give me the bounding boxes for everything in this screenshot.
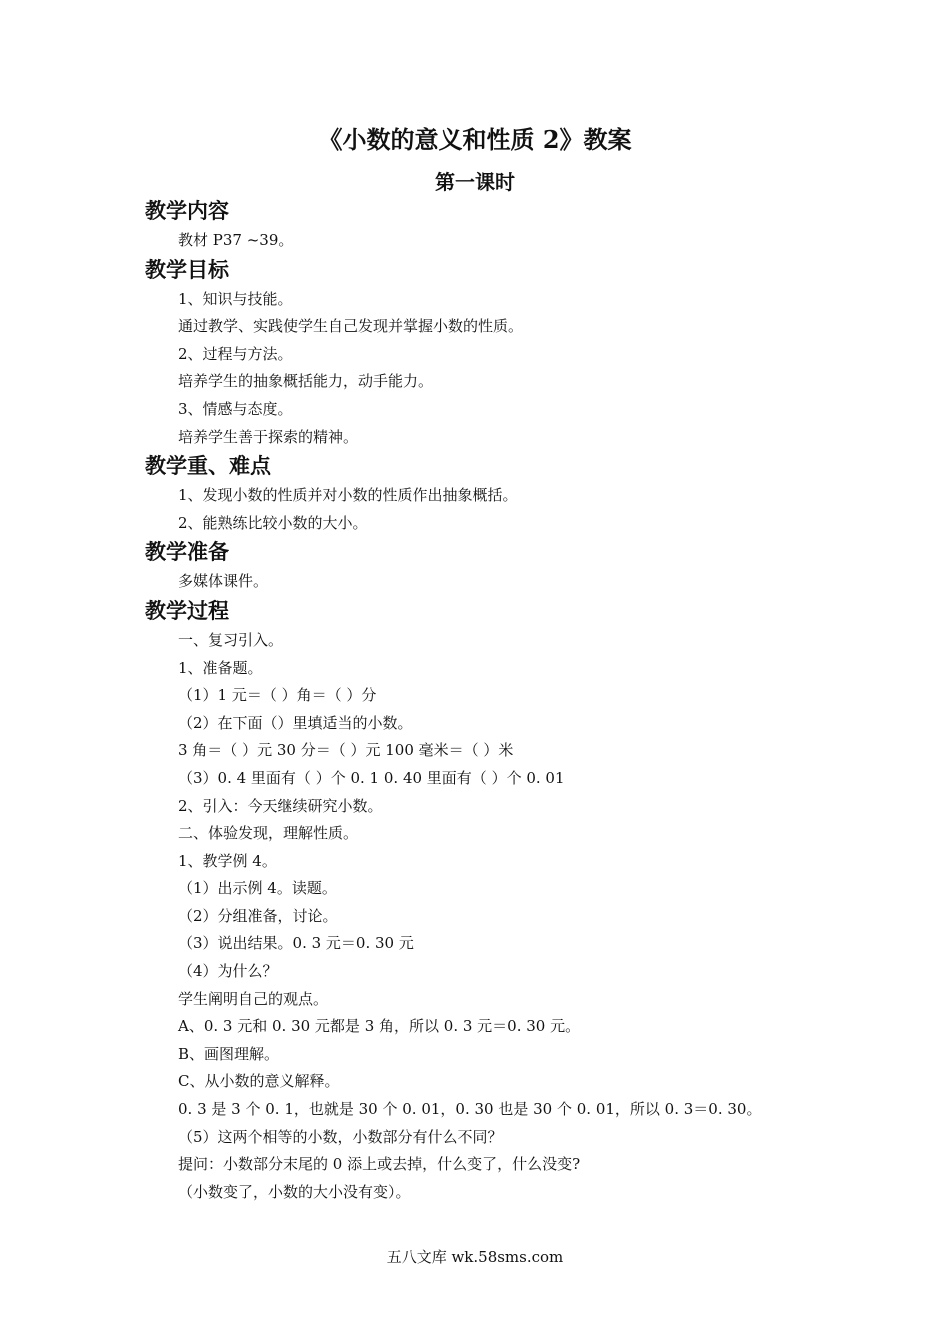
paragraph-line: （2）分组准备，讨论。 — [178, 906, 338, 925]
paragraph-line: 提问：小数部分末尾的 0 添上或去掉，什么变了，什么没变? — [178, 1155, 581, 1174]
paragraph-line: （小数变了，小数的大小没有变）。 — [178, 1182, 411, 1201]
paragraph-line: 2、引入：今天继续研究小数。 — [178, 796, 383, 815]
section-heading: 教学重、难点 — [145, 454, 271, 479]
paragraph-line: C、从小数的意义解释。 — [178, 1072, 340, 1091]
paragraph-line: 2、过程与方法。 — [178, 344, 293, 363]
page-footer: 五八文库 wk.58sms.com — [386, 1248, 564, 1266]
paragraph-line: 通过教学、实践使学生自己发现并掌握小数的性质。 — [178, 317, 524, 336]
paragraph-line: 0. 3 是 3 个 0. 1，也就是 30 个 0. 01，0. 30 也是 30 个 0. 01，所以 0. 3＝0. 30。 — [178, 1100, 762, 1119]
paragraph-line: 1、教学例 4。 — [178, 851, 277, 870]
paragraph-line: （3）说出结果。0. 3 元＝0. 30 元 — [178, 934, 414, 953]
paragraph-line: 教材 P37 ~39。 — [178, 231, 294, 249]
paragraph-line: （1）出示例 4。读题。 — [178, 879, 337, 898]
paragraph-line: 2、能熟练比较小数的大小。 — [178, 513, 368, 532]
paragraph-line: 学生阐明自己的观点。 — [178, 989, 329, 1008]
section-heading: 教学内容 — [145, 199, 229, 223]
paragraph-line: 二、体验发现，理解性质。 — [178, 824, 359, 843]
paragraph-line: 一、复习引入。 — [178, 630, 284, 649]
paragraph-line: B、画图理解。 — [178, 1044, 280, 1063]
paragraph-line: （5）这两个相等的小数，小数部分有什么不同？ — [178, 1127, 503, 1146]
paragraph-line: 3、情感与态度。 — [178, 399, 293, 418]
paragraph-line: 1、发现小数的性质并对小数的性质作出抽象概括。 — [178, 486, 518, 505]
section-heading: 教学过程 — [145, 598, 229, 623]
paragraph-line: （3）0. 4 里面有（ ）个 0. 1 0. 40 里面有（ ）个 0. 01 — [178, 768, 565, 787]
section-heading: 教学准备 — [145, 540, 229, 565]
paragraph-line: 1、准备题。 — [178, 658, 263, 677]
paragraph-line: 3 角＝（ ）元 30 分＝（ ）元 100 毫米＝（ ）米 — [178, 741, 514, 760]
paragraph-line: 1、知识与技能。 — [178, 289, 293, 308]
paragraph-line: 培养学生善于探索的精神。 — [178, 427, 359, 446]
paragraph-line: 多媒体课件。 — [178, 572, 269, 591]
paragraph-line: （1）1 元＝（ ）角＝（ ）分 — [178, 686, 377, 705]
paragraph-line: 培养学生的抽象概括能力，动手能力。 — [178, 372, 434, 391]
document-title: 《小数的意义和性质 2》教案 — [318, 125, 632, 154]
paragraph-line: （4）为什么？ — [178, 962, 278, 981]
document-subtitle: 第一课时 — [435, 170, 515, 194]
paragraph-line: A、0. 3 元和 0. 30 元都是 3 角，所以 0. 3 元＝0. 30 元。 — [178, 1017, 581, 1036]
section-heading: 教学目标 — [145, 257, 229, 282]
paragraph-line: （2）在下面（）里填适当的小数。 — [178, 713, 413, 732]
document-body — [145, 196, 825, 1206]
